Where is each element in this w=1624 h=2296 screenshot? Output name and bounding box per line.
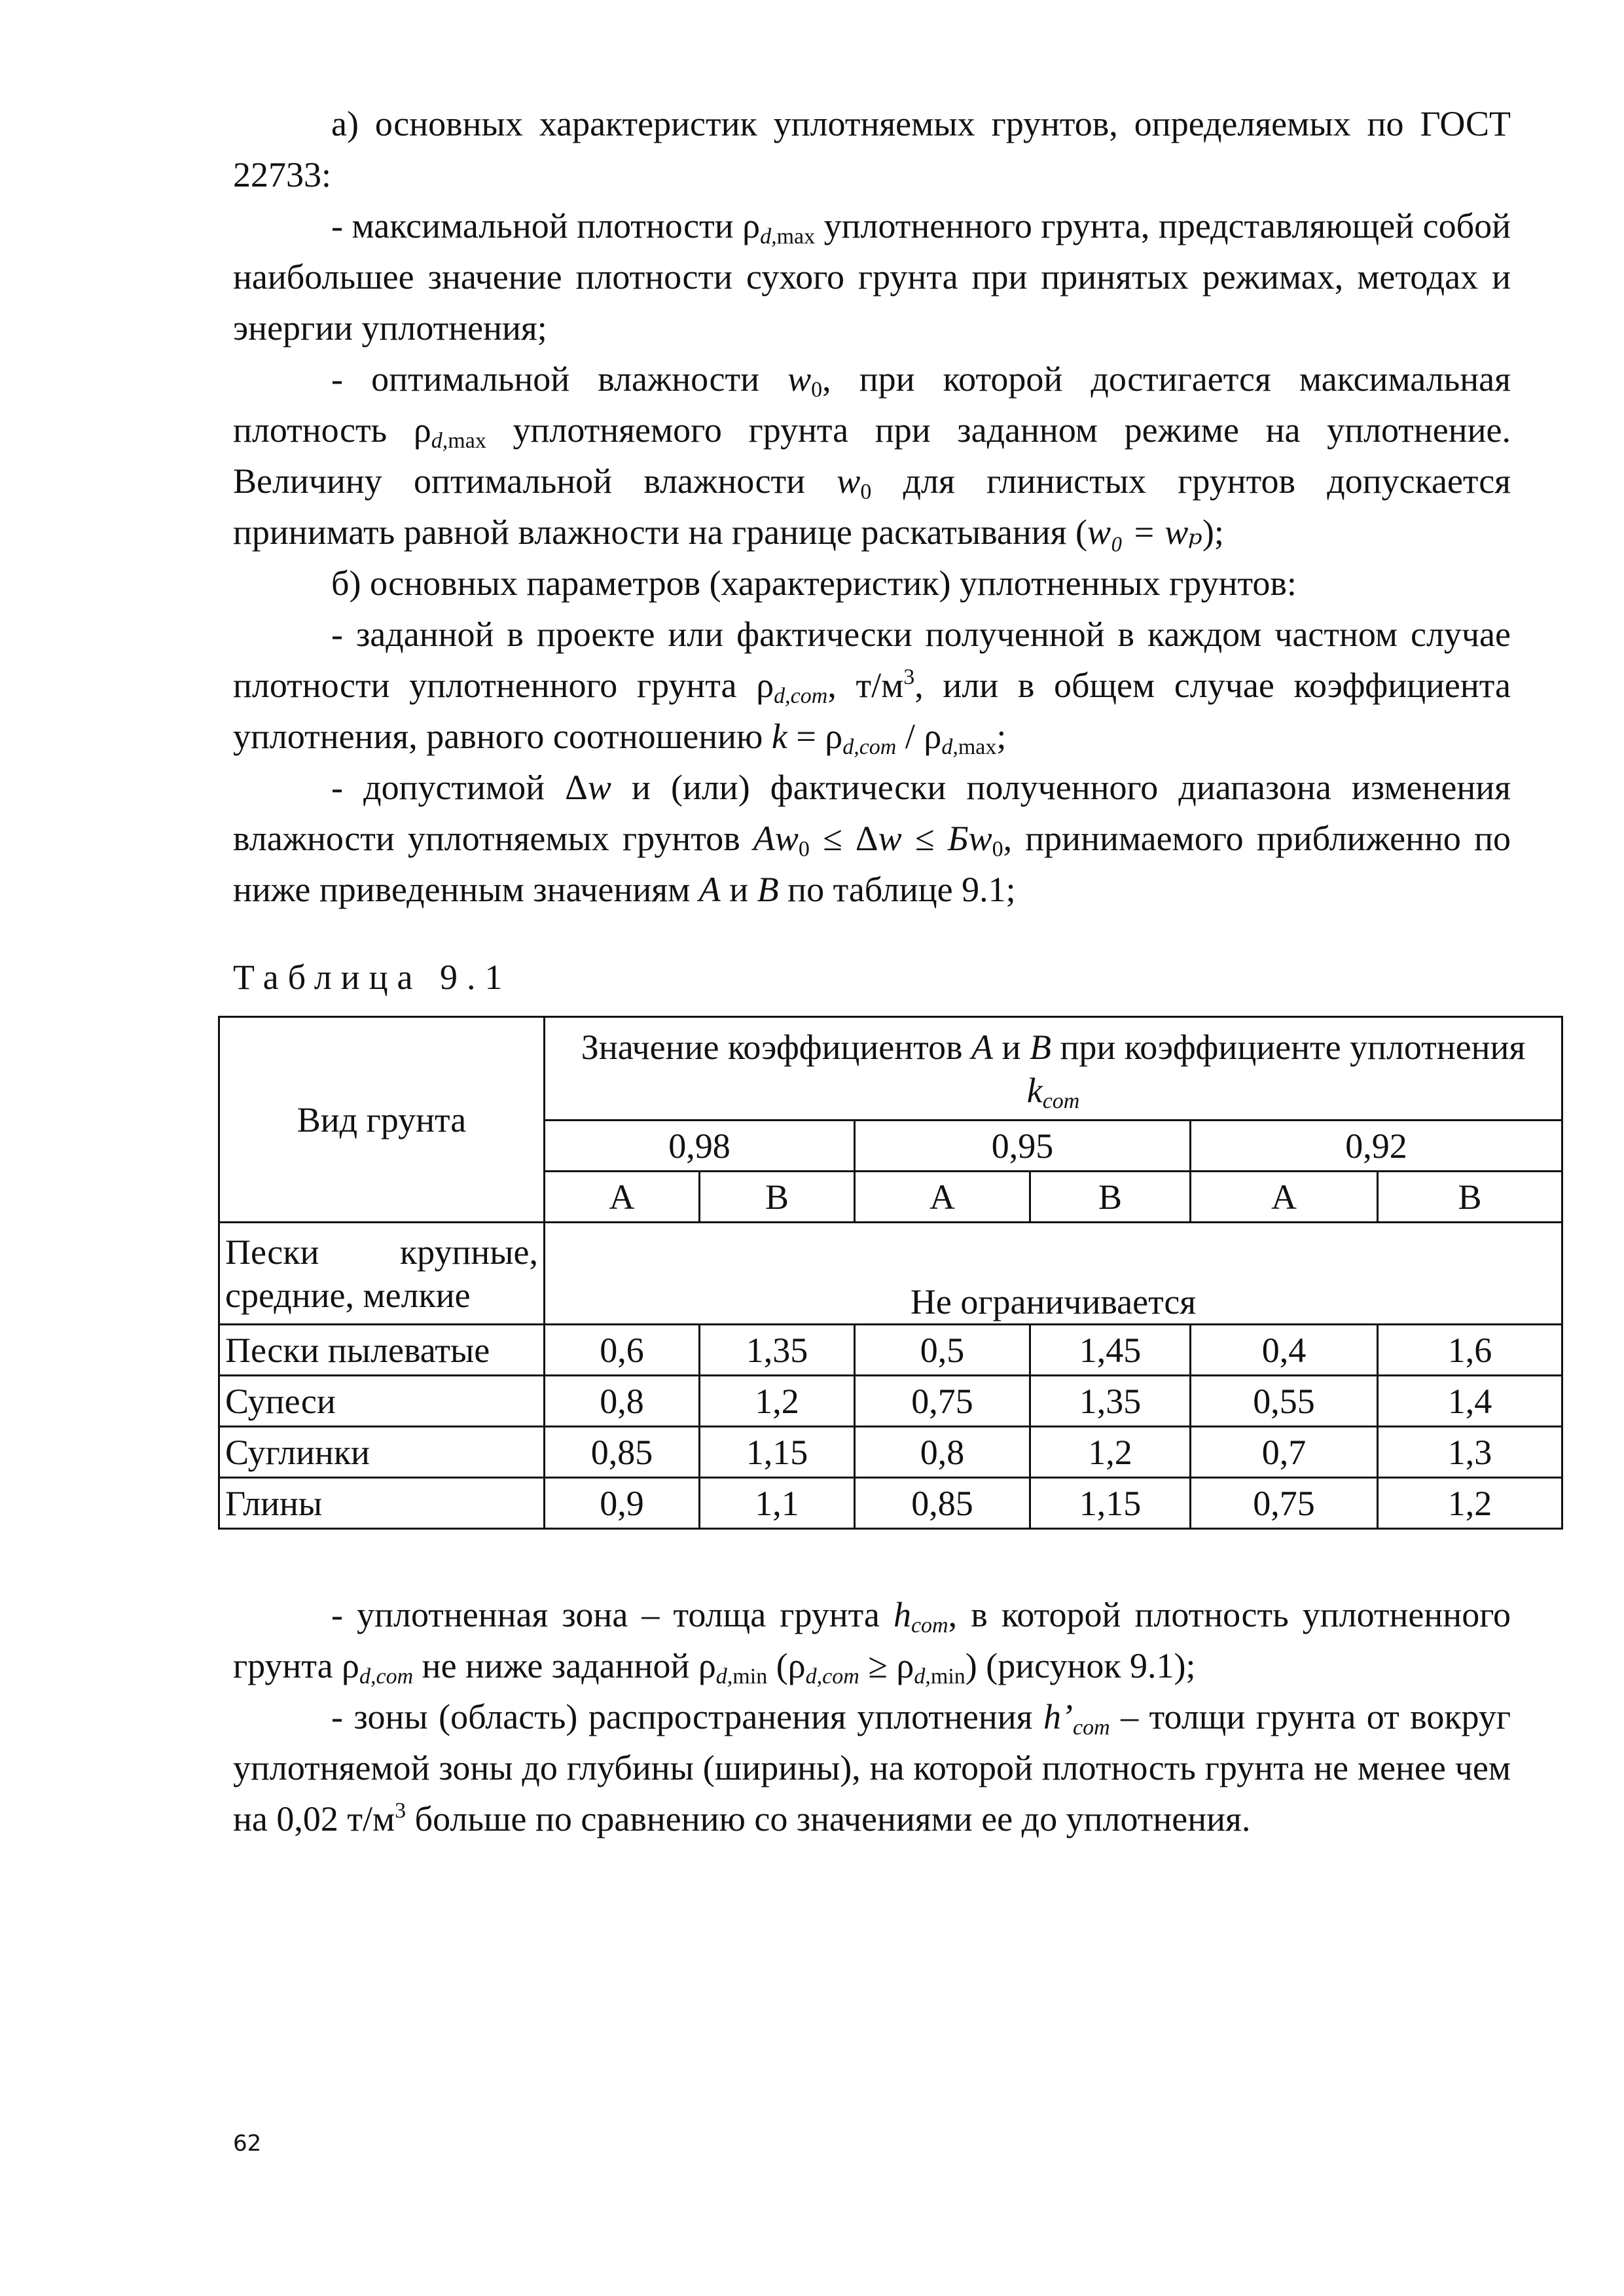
k-value: 0,98 [545,1121,855,1172]
cell-value: 0,4 [1191,1325,1378,1376]
cell-value: 1,3 [1378,1427,1562,1478]
paragraph-optimal-moisture: - оптимальной влажности $w_0$, при которой достигается максимальная плотность $\rho_{d,max}$ уплотняемого грунта при заданном режиме на уплотнение. Величину оптимальной влажности $w_0$ для глинистых грунтов допускается принимать равной влажности на границе раскатывания (w₀ = wₚ); [233,359,1511,552]
cell-value: 1,2 [1030,1427,1191,1478]
cell-value: 0,5 [855,1325,1030,1376]
soil-name: Глины [219,1478,545,1529]
page-number: 62 [233,2130,262,2157]
paragraph-a: а) основных характеристик уплотняемых грунтов, определяемых по ГОСТ 22733: [233,104,1511,194]
paragraph-b: б) основных параметров (характеристик) уплотненных грунтов: [331,564,1297,603]
cell-value: 1,4 [1378,1376,1562,1427]
cell-value: 1,1 [700,1478,855,1529]
cell-value: 1,35 [1030,1376,1191,1427]
cell-value: 0,55 [1191,1376,1378,1427]
table-row [219,1478,1562,1529]
cell-value: 0,8 [545,1376,700,1427]
table-header-row [219,1017,1562,1121]
paragraph-max-density: - максимальной плотности $\rho_{d,max}$ уплотненного грунта, представляющей собой наибольшее значение плотности сухого грунта при принятых режимах, методах и энергии уплотнения; [233,206,1511,348]
cell-value: 0,85 [545,1427,700,1478]
ab-label: В [700,1172,855,1223]
cell-value: 1,2 [700,1376,855,1427]
cell-value: 1,15 [1030,1478,1191,1529]
not-limited-value: Не ограничивается [545,1223,1562,1325]
ab-label: А [1191,1172,1378,1223]
table-row [219,1376,1562,1427]
soil-name: Пески пылеватые [219,1325,545,1376]
soil-name: Суглинки [219,1427,545,1478]
cell-value: 0,85 [855,1478,1030,1529]
table-caption: Таблица 9.1 [233,958,512,997]
k-value: 0,92 [1191,1121,1562,1172]
cell-value: 1,2 [1378,1478,1562,1529]
k-value: 0,95 [855,1121,1191,1172]
ab-label: А [855,1172,1030,1223]
cell-value: 0,6 [545,1325,700,1376]
cell-value: 0,8 [855,1427,1030,1478]
cell-value: 0,75 [1191,1478,1378,1529]
cell-value: 0,75 [855,1376,1030,1427]
intro-text [233,98,1511,915]
cell-value: 0,7 [1191,1427,1378,1478]
paragraph-density-coefficient: - заданной в проекте или фактически полученной в каждом частном случае плотности уплотненного грунта $\rho_{d,com}$, $т/м^3$, или в общем случае коэффициента уплотнения, равного соотношению $k = \rho_{d,com} / \rho_{d,max}$; [233,615,1511,759]
table-row [219,1223,1562,1325]
cell-value: 1,45 [1030,1325,1191,1376]
paragraph-moisture-range: - допустимой Δw и (или) фактически полученного диапазона изменения влажности уплотняемых грунтов $Аw_0 \le \Delta w \le Бw_0$, принимаемого приближенно по ниже приведенным значениям А и В по таблице 9.1; [233,768,1511,909]
after-table-text [233,1589,1511,1844]
cell-value: 1,35 [700,1325,855,1376]
paragraph-compacted-zone: - уплотненная зона – толща грунта $h_{com}$, в которой плотность уплотненного грунта $\rho_{d,com}$ не ниже заданной $\rho_{d,min}$ $(\rho_{d,com} \ge \rho_{d,min})$ (рисунок 9.1); [233,1595,1511,1689]
soil-name: Супеси [219,1376,545,1427]
coefficients-header: Значение коэффициентов А и В при коэффициенте уплотнения $k_{com}$ [545,1017,1562,1121]
ab-label: В [1030,1172,1191,1223]
cell-value: 1,15 [700,1427,855,1478]
soil-name: Пески крупные, средние, мелкие [219,1223,545,1325]
coefficients-table [218,1016,1563,1530]
paragraph-compaction-spread-zone: - зоны (область) распространения уплотнения $h’_{com}$ – толщи грунта от вокруг уплотняемой зоны до глубины (ширины), на которой плотность грунта не менее чем на 0,02 $т/м^3$ больше по сравнению со значениями ее до уплотнения. [233,1697,1511,1839]
table-row [219,1427,1562,1478]
cell-value: 0,9 [545,1478,700,1529]
soil-type-header: Вид грунта [219,1017,545,1223]
ab-label: В [1378,1172,1562,1223]
cell-value: 1,6 [1378,1325,1562,1376]
formula-w0-wp: w₀ = wₚ [1087,512,1202,552]
table-row [219,1325,1562,1376]
ab-label: А [545,1172,700,1223]
